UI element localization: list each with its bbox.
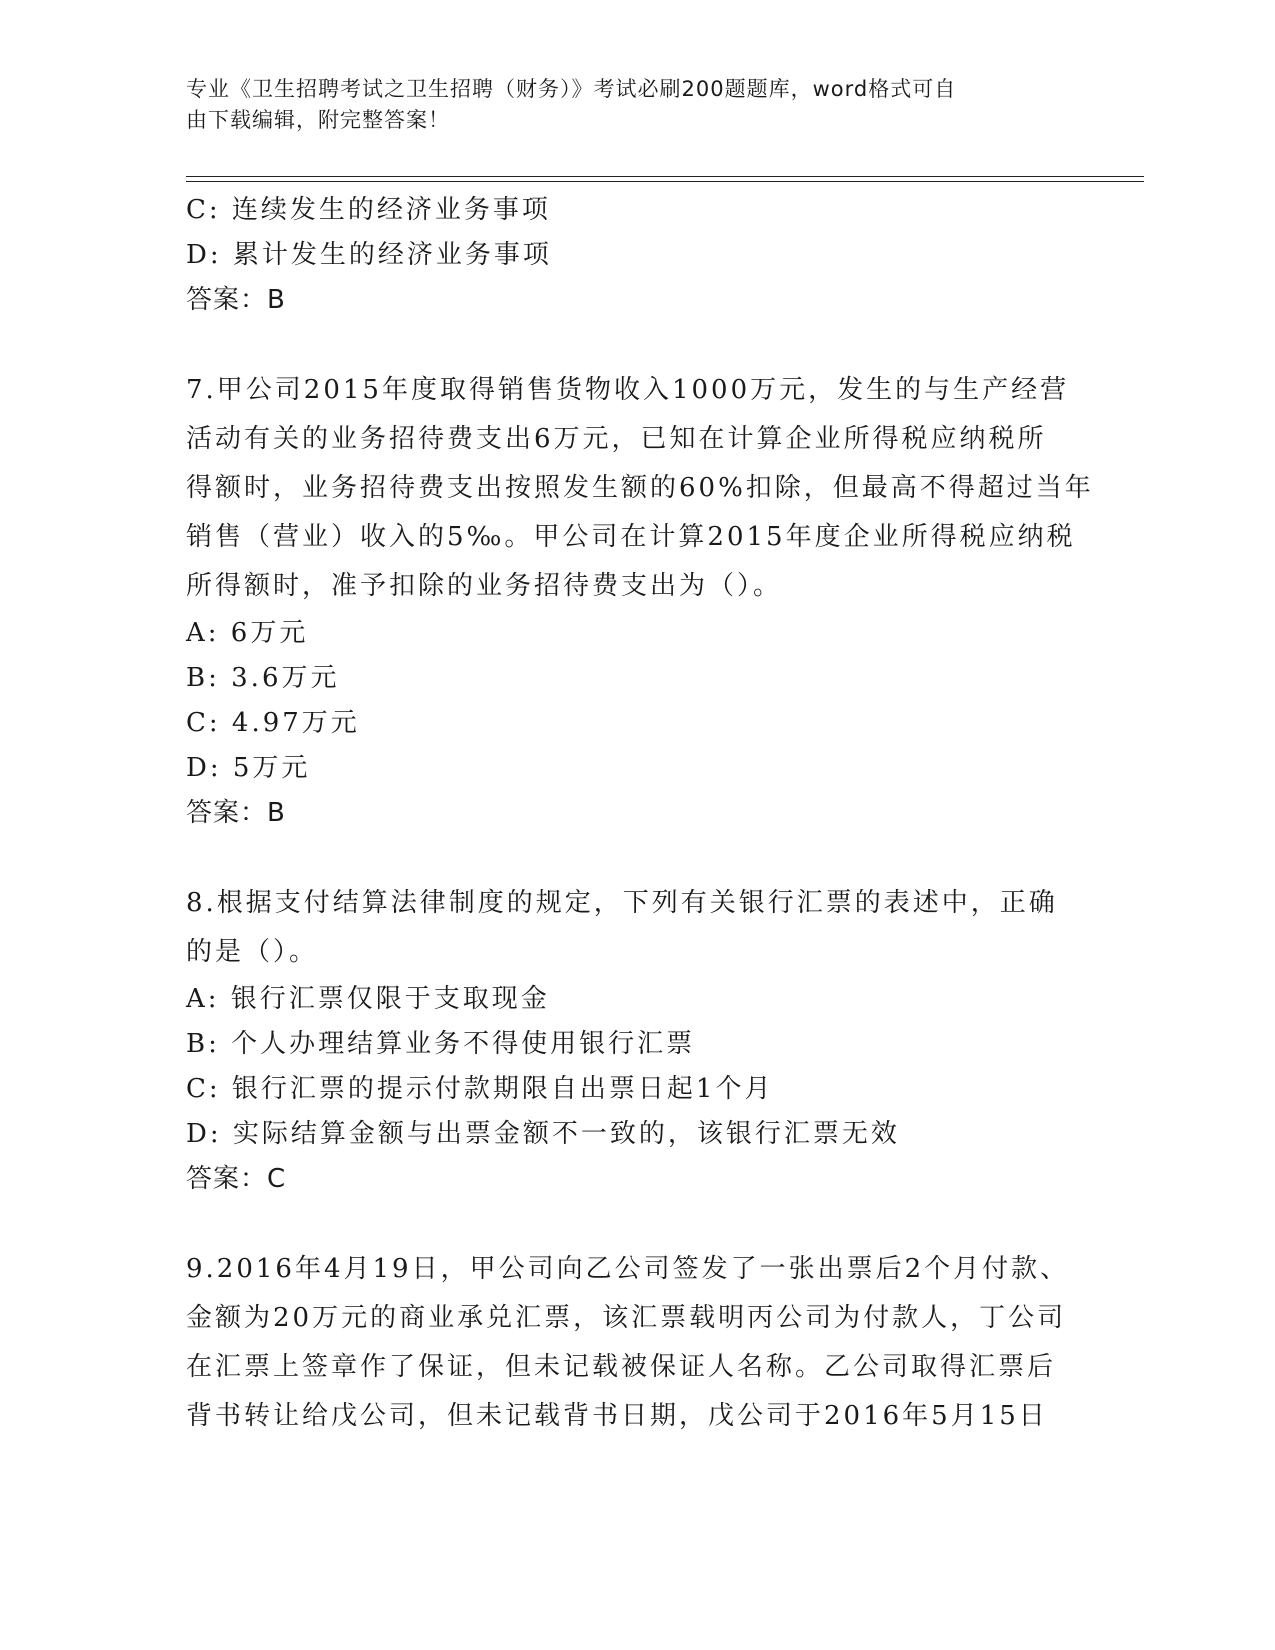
document-body	[186, 188, 1094, 1441]
answer: 答案：C	[186, 1164, 287, 1194]
stem-line: 所得额时，准予扣除的业务招待费支出为（）。	[186, 571, 783, 601]
stem-line: 得额时，业务招待费支出按照发生额的60%扣除，但最高不得超过当年	[186, 473, 1094, 503]
stem-line: 8.根据支付结算法律制度的规定，下列有关银行汇票的表述中，正确	[186, 888, 1058, 918]
answer: 答案：B	[186, 285, 286, 315]
option-a: A: 6万元	[186, 618, 309, 648]
stem-line: 的是（）。	[186, 937, 319, 967]
question-8	[186, 879, 1086, 1202]
question-9	[186, 1245, 1086, 1441]
stem-line: 在汇票上签章作了保证，但未记载被保证人名称。乙公司取得汇票后	[186, 1352, 1057, 1382]
header-line-1: 专业《卫生招聘考试之卫生招聘（财务）》考试必刷200题题库，word格式可自	[186, 77, 957, 101]
stem-line: 7.甲公司2015年度取得销售货物收入1000万元，发生的与生产经营	[186, 375, 1070, 405]
question-6-tail	[186, 188, 1086, 323]
stem-line: 销售（营业）收入的5‰。甲公司在计算2015年度企业所得税应纳税	[186, 522, 1076, 552]
option-d: D: 累计发生的经济业务事项	[186, 240, 552, 270]
question-stem	[186, 366, 1094, 611]
stem-line: 背书转让给戊公司，但未记载背书日期，戊公司于2016年5月15日	[186, 1401, 1048, 1431]
stem-line: 金额为20万元的商业承兑汇票，该汇票载明丙公司为付款人，丁公司	[186, 1303, 1067, 1333]
question-stem	[186, 1245, 1086, 1441]
stem-line: 活动有关的业务招待费支出6万元，已知在计算企业所得税应纳税所	[186, 424, 1047, 454]
option-c: C: 连续发生的经济业务事项	[186, 195, 551, 225]
option-d: D: 实际结算金额与出票金额不一致的，该银行汇票无效	[186, 1119, 900, 1149]
header-rule-top	[186, 176, 1144, 177]
option-c: C: 4.97万元	[186, 708, 360, 738]
question-7	[186, 366, 1094, 836]
document-header	[186, 74, 1076, 136]
option-c: C: 银行汇票的提示付款期限自出票日起1个月	[186, 1074, 774, 1104]
option-d: D: 5万元	[186, 753, 311, 783]
header-rule-bottom	[186, 181, 1144, 182]
answer: 答案：B	[186, 798, 286, 828]
header-line-2: 由下载编辑，附完整答案！	[186, 108, 450, 132]
stem-line: 9.2016年4月19日，甲公司向乙公司签发了一张出票后2个月付款、	[186, 1254, 1070, 1284]
option-b: B: 3.6万元	[186, 663, 340, 693]
option-b: B: 个人办理结算业务不得使用银行汇票	[186, 1029, 696, 1059]
option-a: A: 银行汇票仅限于支取现金	[186, 984, 550, 1014]
question-stem	[186, 879, 1086, 977]
